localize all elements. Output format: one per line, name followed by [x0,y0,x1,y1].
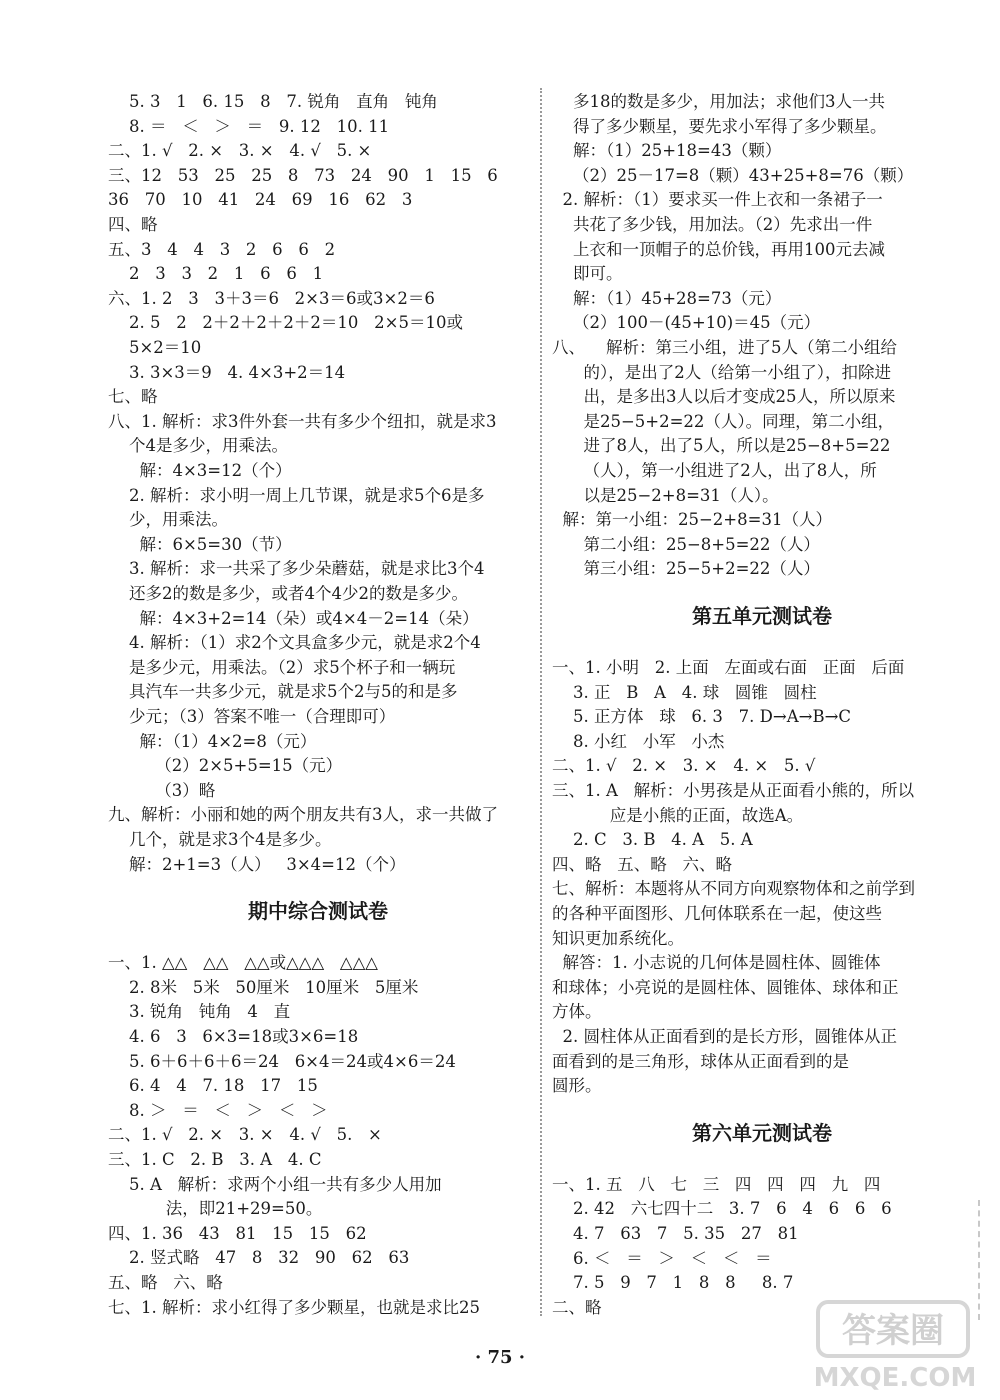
text-line: 3. 解析：求一共采了多少朵蘑菇，就是求比3个4 [108,559,485,579]
text-line: 2. 解析：（1）要求买一件上衣和一条裙子一 [552,190,883,210]
column-divider [540,88,542,1316]
text-line: 二、略 [552,1297,602,1317]
text-line: （2）25－17=8（颗）43+25+8=76（颗） [552,165,914,185]
text-line: 三、1. A 解析：小男孩是从正面看小熊的，所以 [552,781,915,800]
text-line: 面看到的是三角形，球体从正面看到的是 [552,1051,849,1071]
text-line: 3. 正 B A 4. 球 圆锥 圆柱 [552,682,817,702]
text-line: 2. 圆柱体从正面看到的是长方形，圆锥体从正 [552,1027,897,1046]
text-line: 6. 4 4 7. 18 17 15 [108,1076,318,1096]
text-line: （人），第一小组进了2人，出了8人，所 [552,461,877,480]
text-line: 4. 6 3 6×3=18或3×6=18 [108,1027,359,1046]
text-line: 四、略 五、略 六、略 [552,854,732,874]
text-line: （2）2×5+5=15（元） [108,756,343,776]
text-line: 2. 42 六七四十二 3. 7 6 4 6 6 6 [552,1199,892,1219]
text-line: 解：（1）25+18=43（颗） [552,141,782,161]
text-line: 七、略 [108,387,158,407]
text-line: 解：（1）4×2=8（元） [108,731,317,751]
text-line: 8. ＝ ＜ ＞ ＝ 9. 12 10. 11 [108,116,390,136]
text-line: 圆形。 [552,1076,602,1096]
text-line: 二、1. √ 2. × 3. × 4. × 5. √ [552,756,816,776]
text-line: 2. 5 2 2＋2＋2＋2＋2＝10 2×5＝10或 [108,313,463,333]
text-line: 以是25−2+8=31（人）。 [552,485,779,505]
text-line: 共花了多少钱，用加法。（2）先求出一件 [552,215,873,234]
text-line: 解答：1. 小志说的几何体是圆柱体、圆锥体 [552,953,881,973]
text-line: 5. A 解析：求两个小组一共有多少人用加 [108,1174,442,1194]
text-line: 解：4×3+2=14（朵）或4×4－2=14（朵） [108,608,479,628]
text-line: 5. 3 1 6. 15 8 7. 锐角 直角 钝角 [108,92,438,111]
text-line: 是25−5+2=22（人）。同理，第二小组， [552,411,895,431]
text-line: 2. C 3. B 4. A 5. A [552,830,753,850]
text-line: 出，是多出3人以后才变成25人，所以原来 [552,387,896,407]
text-line: 4. 解析：（1）求2个文具盒多少元，就是求2个4 [108,633,481,653]
text-line: 解：6×5=30（节） [108,534,292,554]
text-line: 五、略 六、略 [108,1273,223,1292]
text-line: 解：4×3=12（个） [108,461,292,480]
text-line: 五、3 4 4 3 2 6 6 2 [108,239,336,259]
text-line: 二、1. √ 2. × 3. × 4. √ 5. × [108,1125,382,1145]
text-line: 七、解析：本题将从不同方向观察物体和之前学到 [552,879,915,899]
svg-text:MXQE.COM: MXQE.COM [813,1363,977,1393]
text-line: 七、1. 解析：求小红得了多少颗星，也就是求比25 [108,1297,480,1317]
text-line: 应是小熊的正面，故选A。 [552,805,804,825]
text-line: 即可。 [552,264,623,284]
text-line: 4. 7 63 7 5. 35 27 81 [552,1224,799,1243]
section-heading: 期中综合测试卷 [248,899,388,924]
text-line: 解：第一小组：25−2+8=31（人） [552,510,832,530]
text-line: 2. 竖式略 47 8 32 90 62 63 [108,1248,410,1268]
text-line: 四、略 [108,215,158,234]
text-line: 法，即21+29=50。 [108,1199,323,1219]
text-line: 2. 8米 5米 50厘米 10厘米 5厘米 [108,977,419,997]
text-line: 36 70 10 41 24 69 16 62 3 [108,190,413,210]
text-line: （2）100－(45+10)＝45（元） [552,313,821,333]
text-line: 三、12 53 25 25 8 73 24 90 1 15 6 [108,165,498,185]
text-line: 3. 锐角 钝角 4 直 [108,1002,291,1022]
section-heading: 第六单元测试卷 [692,1120,832,1145]
text-line: 一、1. 小明 2. 上面 左面或右面 正面 后面 [552,658,905,677]
text-line: 是多少元，用乘法。（2）求5个杯子和一辆玩 [108,657,456,677]
text-line: 方体。 [552,1002,602,1022]
text-line: 6. ＜ ＝ ＞ ＜ ＜ ＝ [552,1248,772,1268]
text-line: 具汽车一共多少元，就是求5个2与5的和是多 [108,682,458,702]
text-line: 7. 5 9 7 1 8 8 8. 7 [552,1273,794,1293]
text-line: 2 3 3 2 1 6 6 1 [108,264,324,284]
text-line: 的各种平面图形、几何体联系在一起，使这些 [552,904,882,923]
text-line: 一、1. △△ △△ △△或△△△ △△△ [108,953,378,973]
text-line: 几个，就是求3个4是多少。 [108,830,332,849]
text-line: 5. 6＋6＋6＋6＝24 6×4＝24或4×6＝24 [108,1051,456,1071]
text-line: 少元；（3）答案不唯一（合理即可） [108,707,396,726]
text-line: 二、1. √ 2. × 3. × 4. √ 5. × [108,141,372,161]
watermark-logo [810,1296,990,1396]
text-line: 2. 解析：求小明一周上几节课，就是求5个6是多 [108,485,485,505]
text-line: 个4是多少，用乘法。 [108,436,288,456]
text-line: 少，用乘法。 [108,510,228,530]
text-line: 八、 解析：第三小组，进了5人（第二小组给 [552,338,897,357]
text-line: 进了8人，出了5人，所以是25−8+5=22 [552,436,891,456]
text-line: 解：（1）45+28=73（元） [552,288,782,308]
text-line: 和球体；小亮说的是圆柱体、圆锥体、球体和正 [552,977,899,997]
page-number: · 75 · [474,1347,526,1368]
text-line: 第二小组：25−8+5=22（人） [552,534,820,554]
text-line: 3. 3×3＝9 4. 4×3+2＝14 [108,362,346,382]
text-line: 5. 正方体 球 6. 3 7. D→A→B→C [552,707,852,727]
text-line: 多18的数是多少，用加法；求他们3人一共 [552,92,885,111]
text-line: （3）略 [108,780,216,800]
text-line: 六、1. 2 3 3＋3＝6 2×3＝6或3×2＝6 [108,288,435,308]
text-line: 还多2的数是多少，或者4个4少2的数是多少。 [108,584,468,603]
section-heading: 第五单元测试卷 [692,604,832,628]
text-line: 5×2＝10 [108,338,202,357]
text-line: 上衣和一顶帽子的总价钱，再用100元去减 [552,239,885,259]
text-line: 第三小组：25−5+2=22（人） [552,559,820,579]
text-line: 解：2+1=3（人） 3×4=12（个） [108,854,406,874]
text-line: 的），是出了2人（给第一小组了），扣除进 [552,362,891,382]
text-line: 九、解析：小丽和她的两个朋友共有3人，求一共做了 [108,805,498,825]
svg-text:答案圈: 答案圈 [842,1311,944,1351]
text-line: 8. ＞ ＝ ＜ ＞ ＜ ＞ [108,1100,328,1120]
text-line: 四、1. 36 43 81 15 15 62 [108,1223,367,1243]
text-line: 八、1. 解析：求3件外套一共有多少个纽扣，就是求3 [108,411,497,431]
text-line: 知识更加系统化。 [552,928,684,948]
text-line: 一、1. 五 八 七 三 四 四 四 九 四 [552,1174,881,1194]
text-line: 三、1. C 2. B 3. A 4. C [108,1150,322,1169]
text-line: 8. 小红 小军 小杰 [552,731,725,751]
text-line: 得了多少颗星，要先求小军得了多少颗星。 [552,116,887,136]
